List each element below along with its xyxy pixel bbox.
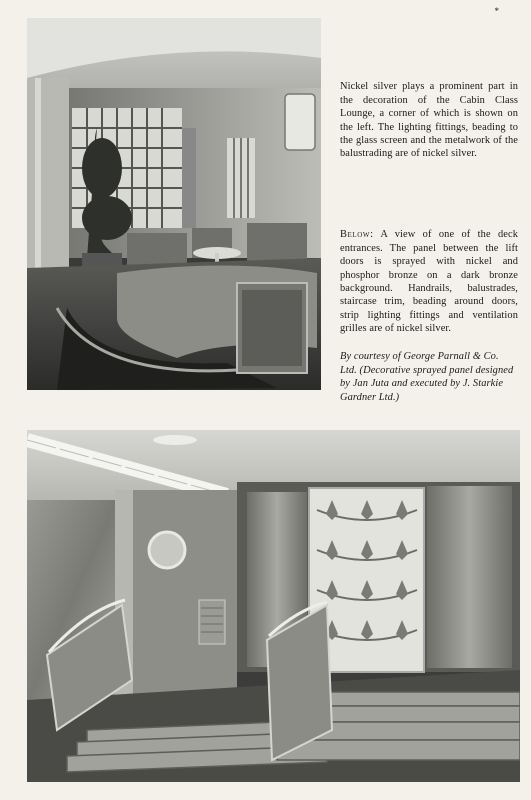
page-mark: * (494, 6, 499, 16)
entrance-caption-body: A view of one of the deck entrances. The panel between the lift doors is sprayed with nickel and phosphor bronze on a dark bronze background. Handrails, balustrades, staircase trim, beading around doors, strip lighting fittings and ventilation grilles are of nickel silver. (340, 229, 519, 335)
lounge-illustration (27, 18, 321, 390)
lounge-photo (27, 18, 321, 390)
credit-caption: By courtesy of George Parnall & Co. Ltd. (Decorative sprayed panel designed by Jan Juta and executed by J. Starkie Gardner Ltd.) (340, 351, 514, 403)
lounge-caption: Nickel silver plays a prominent part in the decoration of the Cabin Class Lounge, a corner of which is shown on the left. The lighting fittings, beading to the glass screen and the metalwork of the balustrading are of nickel silver. (340, 81, 518, 160)
deck-entrance-illustration (27, 430, 520, 782)
entrance-caption-lead: Below: (340, 229, 374, 241)
deck-entrance-photo (27, 430, 520, 782)
entrance-caption (340, 228, 518, 335)
